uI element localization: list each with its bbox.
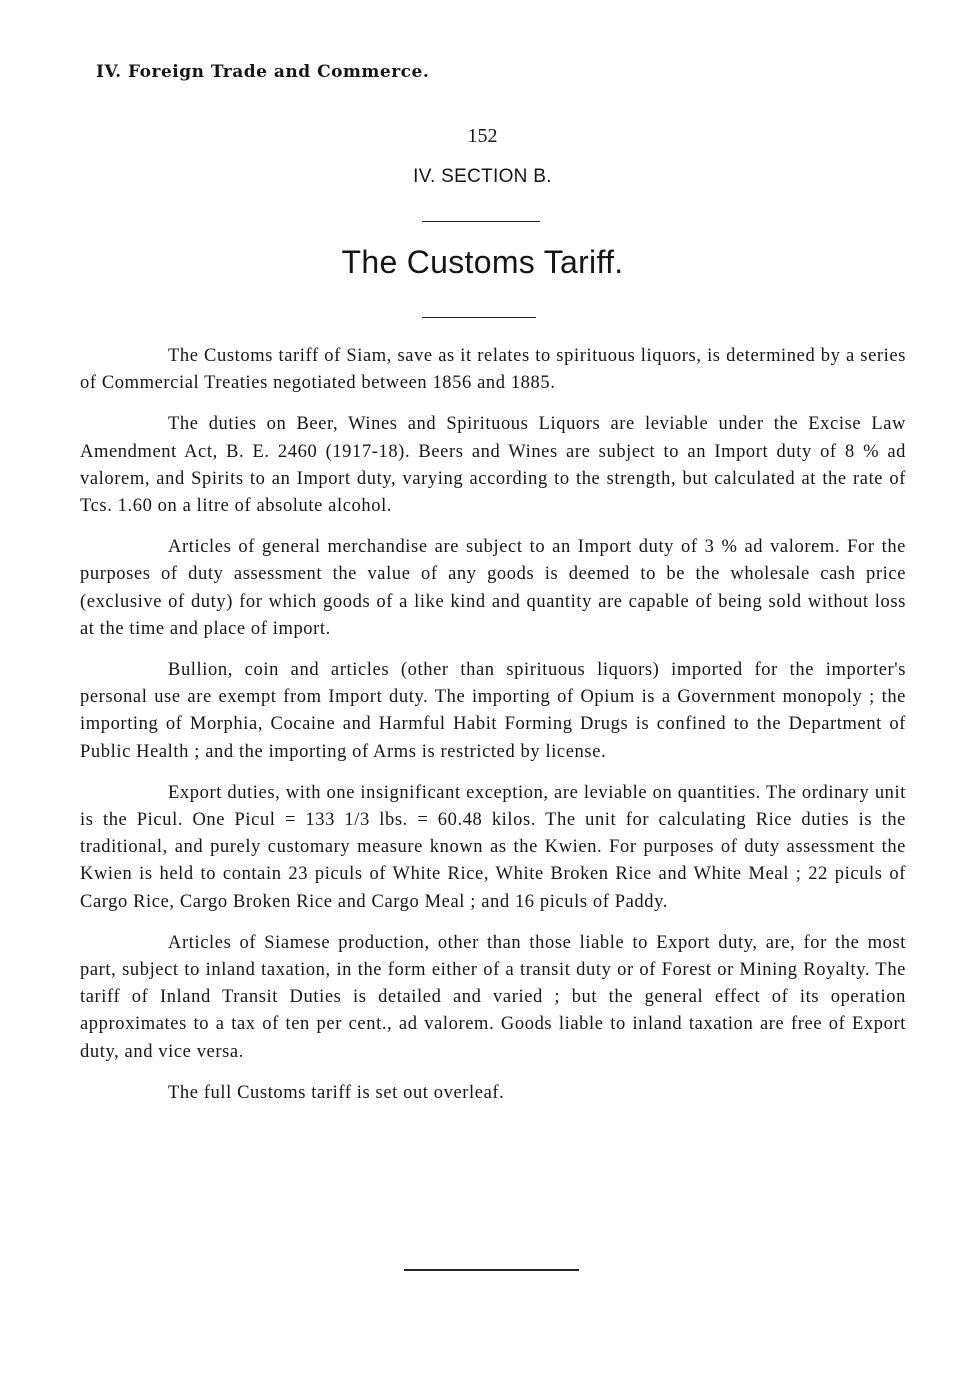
section-heading: IV. SECTION B.	[413, 166, 552, 187]
paragraph: Articles of general merchandise are subject to an Import duty of 3 % ad valorem. For the purposes of duty assessment the value of any goods is deemed to be the wholesale cash price (exclusive of duty) for which goods of a like kind and quantity are capable of being sold without loss at the time and place of import.	[80, 537, 906, 639]
divider-rule	[422, 317, 536, 318]
paragraph: Export duties, with one insignificant exception, are leviable on quantities. The ordinary unit is the Picul. One Picul = 133 1/3 lbs. = 60.48 kilos. The unit for calculating Rice duties is the traditional, and purely customary measure known as the Kwien. For purposes of duty assessment the Kwien is held to contain 23 piculs of White Rice, White Broken Rice and White Meal ; 22 piculs of Cargo Rice, Cargo Broken Rice and Cargo Meal ; and 16 piculs of Paddy.	[80, 782, 906, 912]
paragraph: The duties on Beer, Wines and Spirituous Liquors are leviable under the Excise Law Amendment Act, B. E. 2460 (1917-18). Beers and Wines are subject to an Import duty of 8 % ad valorem, and Spirits to an Import duty, varying according to the strength, but calculated at the rate of Tcs. 1.60 on a litre of absolute alcohol.	[80, 414, 906, 517]
page-number: 152	[467, 125, 498, 147]
paragraph: The Customs tariff of Siam, save as it relates to spirituous liquors, is determined by a series of Commercial Treaties negotiated between 1856 and 1885.	[80, 346, 906, 394]
paragraph: Bullion, coin and articles (other than spirituous liquors) imported for the importer's personal use are exempt from Import duty. The importing of Opium is a Government monopoly ; the importing of Morphia, Cocaine and Harmful Habit Forming Drugs is confined to the Department of Public Health ; and the importing of Arms is restricted by license.	[80, 660, 906, 762]
closing-rule	[404, 1269, 579, 1271]
paragraph: The full Customs tariff is set out overleaf.	[168, 1082, 505, 1103]
page-title: The Customs Tariff.	[341, 244, 624, 280]
running-head: IV. Foreign Trade and Commerce.	[96, 62, 430, 82]
body-text	[80, 343, 906, 1121]
paragraph: Articles of Siamese production, other than those liable to Export duty, are, for the most part, subject to inland taxation, in the form either of a transit duty or of Forest or Mining Royalty. The tariff of Inland Transit Duties is detailed and varied ; but the general effect of its operation approximates to a tax of ten per cent., ad valorem. Goods liable to inland taxation are free of Export duty, and vice versa.	[80, 932, 906, 1062]
divider-rule	[422, 221, 540, 222]
